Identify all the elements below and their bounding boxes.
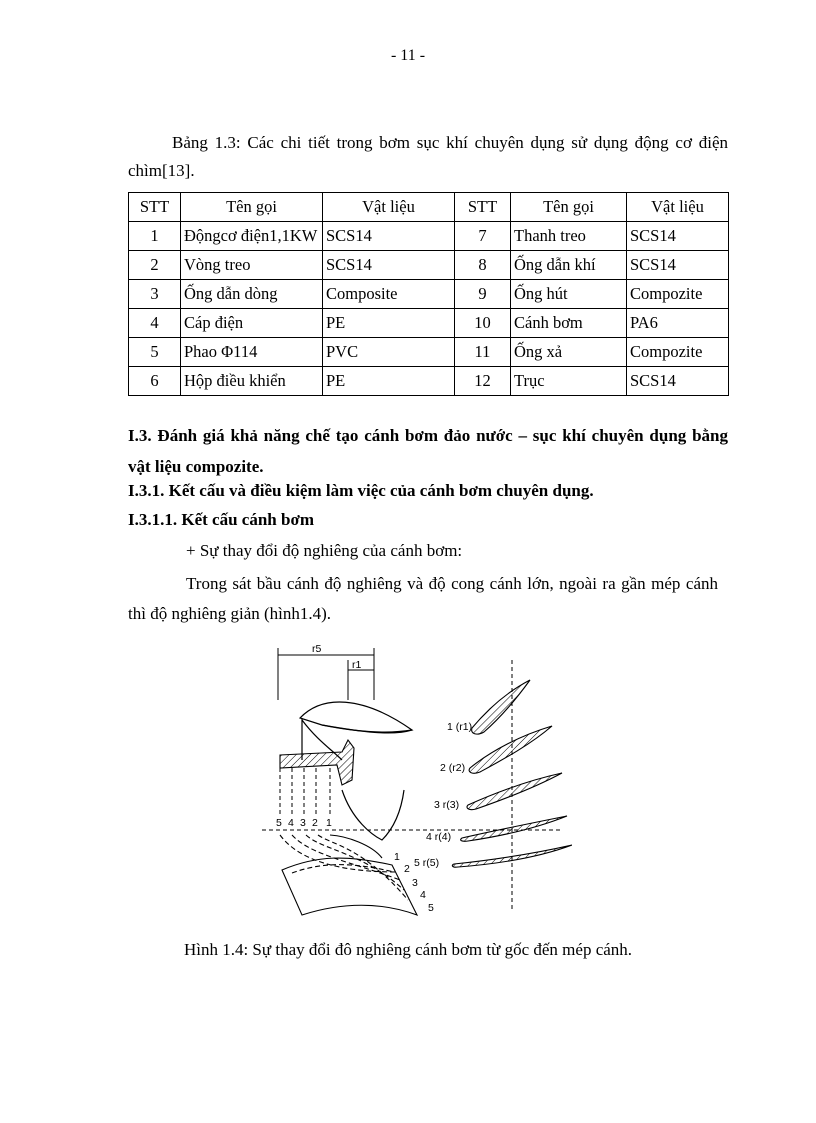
table-row — [129, 251, 729, 280]
figure-caption: Hình 1.4: Sự thay đổi đô nghiêng cánh bơm từ gốc đến mép cánh. — [183, 940, 633, 959]
header-stt: STT — [129, 193, 181, 222]
arc-label-3: 3 — [412, 877, 418, 889]
subsubsection-heading: I.3.1.1. Kết cấu cánh bơm — [128, 510, 315, 529]
table-cell: SCS14 — [627, 251, 729, 280]
table-cell: 4 — [129, 309, 181, 338]
section-heading: I.3. Đánh giá khả năng chế tạo cánh bơm đảo nước – sục khí chuyên dụng bằng vật liệu compozite. — [128, 426, 728, 476]
blade-plan-view — [280, 835, 417, 915]
table-cell: PE — [323, 367, 455, 396]
blade-section-1 — [472, 680, 530, 734]
subsection-heading: I.3.1. Kết cấu và điều kiệm làm việc của cánh bơm chuyên dụng. — [128, 481, 594, 500]
arc-label-1: 1 — [394, 851, 400, 863]
radius-mark-3: 3 — [300, 817, 306, 829]
header-stt-2: STT — [455, 193, 511, 222]
arc-label-4: 4 — [420, 889, 426, 901]
table-cell: 9 — [455, 280, 511, 309]
dim-label-r1: r1 — [352, 659, 362, 671]
header-material-2: Vật liệu — [627, 193, 729, 222]
table-cell: Trục — [511, 367, 627, 396]
table-row — [129, 309, 729, 338]
table-cell: Phao Φ114 — [181, 338, 323, 367]
table-cell: SCS14 — [627, 222, 729, 251]
section-label-5: 5 r(5) — [414, 857, 440, 869]
arc-label-2: 2 — [404, 863, 410, 875]
table-cell: Thanh treo — [511, 222, 627, 251]
dimension-lines — [278, 648, 374, 700]
table-cell: SCS14 — [627, 367, 729, 396]
parts-table — [128, 192, 729, 396]
table-cell: PE — [323, 309, 455, 338]
table-row — [129, 367, 729, 396]
table-cell: Cáp điện — [181, 309, 323, 338]
body-paragraph: Trong sát bầu cánh độ nghiêng và độ cong cánh lớn, ngoài ra gần mép cánh thì độ nghiêng giản (hình1.4). — [128, 574, 718, 623]
table-cell: Ống hút — [511, 280, 627, 309]
table-cell: 10 — [455, 309, 511, 338]
table-cell: Compozite — [627, 280, 729, 309]
table-cell: 6 — [129, 367, 181, 396]
table-cell: 3 — [129, 280, 181, 309]
blade-section-4 — [461, 816, 567, 841]
table-row — [129, 338, 729, 367]
section-label-1: 1 (r1) — [447, 721, 473, 733]
table-cell: Composite — [323, 280, 455, 309]
table-row — [129, 280, 729, 309]
table-cell: Compozite — [627, 338, 729, 367]
hub-section — [280, 740, 354, 785]
table-cell: 2 — [129, 251, 181, 280]
table-cell: 11 — [455, 338, 511, 367]
table-cell: SCS14 — [323, 222, 455, 251]
table-cell: Ống xả — [511, 338, 627, 367]
table-cell: PA6 — [627, 309, 729, 338]
table-cell: 7 — [455, 222, 511, 251]
header-material: Vật liệu — [323, 193, 455, 222]
table-cell: Hộp điều khiển — [181, 367, 323, 396]
dim-label-r5: r5 — [312, 643, 322, 655]
page-number: - 11 - — [390, 47, 426, 64]
table-cell: SCS14 — [323, 251, 455, 280]
table-cell: 8 — [455, 251, 511, 280]
table-cell: Độngcơ điện1,1KW — [181, 222, 323, 251]
header-name-2: Tên gọi — [511, 193, 627, 222]
header-name: Tên gọi — [181, 193, 323, 222]
section-label-4: 4 r(4) — [426, 831, 452, 843]
radius-mark-1: 1 — [326, 817, 332, 829]
section-label-3: 3 r(3) — [434, 799, 460, 811]
impeller-blade-figure — [262, 640, 572, 925]
section-label-2: 2 (r2) — [440, 762, 466, 774]
radius-mark-4: 4 — [288, 817, 294, 829]
table-row — [129, 222, 729, 251]
table-caption: Bảng 1.3: Các chi tiết trong bơm sục khí chuyên dụng sử dụng động cơ điện chìm[13]. — [128, 133, 728, 180]
table-cell: 1 — [129, 222, 181, 251]
table-cell: Cánh bơm — [511, 309, 627, 338]
table-cell: PVC — [323, 338, 455, 367]
arc-label-5: 5 — [428, 902, 434, 914]
radius-mark-5: 5 — [276, 817, 282, 829]
table-cell: Vòng treo — [181, 251, 323, 280]
change-line: + Sự thay đổi độ nghiêng của cánh bơm: — [186, 541, 463, 560]
table-cell: 12 — [455, 367, 511, 396]
table-header-row — [129, 193, 729, 222]
radius-mark-2: 2 — [312, 817, 318, 829]
table-cell: Ống dẫn dòng — [181, 280, 323, 309]
table-cell: 5 — [129, 338, 181, 367]
blade-section-3 — [467, 773, 562, 810]
table-cell: Ống dẫn khí — [511, 251, 627, 280]
